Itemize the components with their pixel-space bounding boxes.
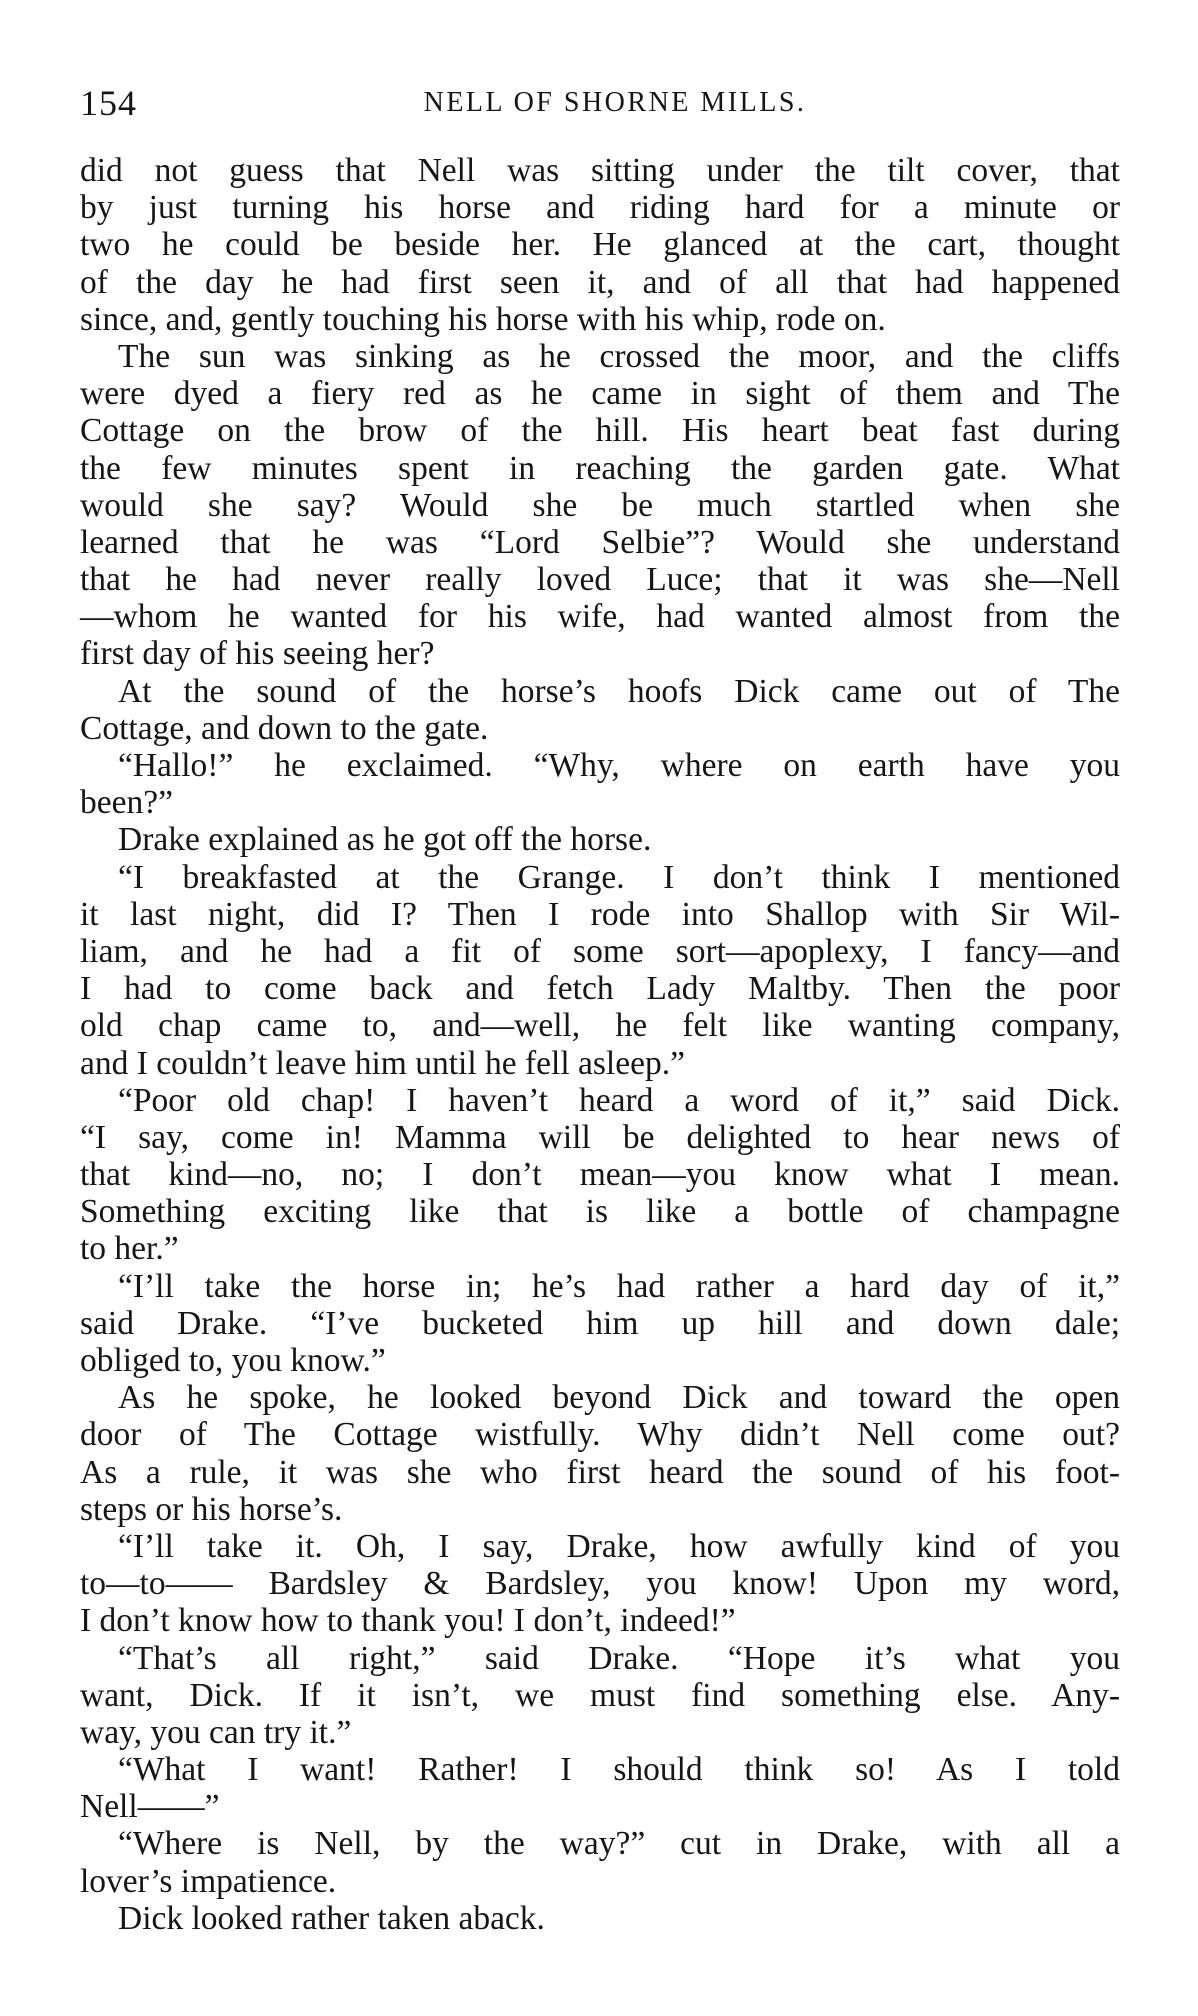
text-line: of the day he had first seen it, and of all that had happened: [80, 263, 1120, 301]
paragraph: [80, 152, 1120, 338]
text-line: door of The Cottage wistfully. Why didn’t Nell come out?: [80, 1416, 1120, 1454]
text-line: “I breakfasted at the Grange. I don’t think I mentioned: [118, 858, 1120, 896]
text-line: and I couldn’t leave him until he fell asleep.”: [80, 1044, 685, 1082]
paragraph: [80, 1900, 1120, 1937]
paragraph: [80, 1640, 1120, 1752]
text-line: the few minutes spent in reaching the garden gate. What: [80, 449, 1120, 487]
text-line: first day of his seeing her?: [80, 635, 435, 673]
text-line: Dick looked rather taken aback.: [118, 1899, 545, 1937]
text-line: “Where is Nell, by the way?” cut in Drake, with all a: [118, 1825, 1120, 1863]
text-line: steps or his horse’s.: [80, 1490, 343, 1528]
text-line: Something exciting like that is like a bottle of champagne: [80, 1193, 1120, 1231]
text-line: learned that he was “Lord Selbie”? Would she understand: [80, 523, 1120, 561]
text-line: “That’s all right,” said Drake. “Hope it’s what you: [118, 1639, 1120, 1677]
paragraph: [80, 747, 1120, 821]
text-line: At the sound of the horse’s hoofs Dick came out of The: [118, 672, 1120, 710]
text-line: The sun was sinking as he crossed the moor, and the cliffs: [118, 337, 1120, 375]
text-line: Drake explained as he got off the horse.: [118, 821, 652, 859]
text-line: liam, and he had a fit of some sort—apoplexy, I fancy—and: [80, 932, 1120, 970]
text-line: it last night, did I? Then I rode into Shallop with Sir Wil-: [80, 895, 1120, 933]
text-line: that kind—no, no; I don’t mean—you know what I mean.: [80, 1156, 1120, 1194]
text-line: “I’ll take it. Oh, I say, Drake, how awfully kind of you: [118, 1527, 1120, 1565]
text-line: said Drake. “I’ve bucketed him up hill and down dale;: [80, 1304, 1120, 1342]
paragraph: [80, 1528, 1120, 1640]
text-line: by just turning his horse and riding hard for a minute or: [80, 189, 1120, 227]
text-line: obliged to, you know.”: [80, 1342, 386, 1379]
paragraph: [80, 1825, 1120, 1899]
text-line: way, you can try it.”: [80, 1713, 352, 1751]
paragraph: [80, 1379, 1120, 1528]
text-line: since, and, gently touching his horse with his whip, rode on.: [80, 300, 886, 338]
paragraph: [80, 859, 1120, 1082]
text-line: “I say, come in! Mamma will be delighted to hear news of: [80, 1118, 1120, 1156]
text-line: As he spoke, he looked beyond Dick and toward the open: [118, 1379, 1120, 1417]
text-line: want, Dick. If it isn’t, we must find something else. Any-: [80, 1676, 1120, 1714]
page-number: 154: [80, 83, 137, 123]
text-line: “Hallo!” he exclaimed. “Why, where on earth have you: [118, 747, 1120, 784]
paragraph: [80, 1082, 1120, 1268]
text-line: to her.”: [80, 1230, 179, 1268]
paragraph: [80, 821, 1120, 858]
text-line: As a rule, it was she who first heard the sound of his foot-: [80, 1453, 1120, 1491]
text-line: that he had never really loved Luce; that it was she—Nell: [80, 561, 1120, 599]
text-line: Cottage on the brow of the hill. His heart beat fast during: [80, 412, 1120, 450]
running-title: NELL OF SHORNE MILLS.: [423, 87, 807, 118]
text-line: lover’s impatience.: [80, 1862, 337, 1900]
text-line: —whom he wanted for his wife, had wanted almost from the: [80, 598, 1120, 636]
body-text: [80, 152, 1120, 1937]
text-line: been?”: [80, 784, 173, 822]
text-line: Nell——”: [80, 1788, 220, 1826]
text-line: did not guess that Nell was sitting under the tilt cover, that: [80, 152, 1120, 189]
text-line: “What I want! Rather! I should think so! As I told: [118, 1751, 1120, 1789]
text-line: I don’t know how to thank you! I don’t, indeed!”: [80, 1602, 736, 1640]
text-line: “I’ll take the horse in; he’s had rather a hard day of it,”: [118, 1267, 1120, 1305]
paragraph: [80, 1751, 1120, 1825]
text-line: to—to—— Bardsley & Bardsley, you know! Upon my word,: [80, 1565, 1120, 1603]
text-line: old chap came to, and—well, he felt like wanting company,: [80, 1007, 1120, 1045]
text-line: would she say? Would she be much startled when she: [80, 486, 1120, 524]
running-head: [80, 78, 1120, 128]
text-line: Cottage, and down to the gate.: [80, 709, 489, 747]
paragraph: [80, 673, 1120, 747]
paragraph: [80, 338, 1120, 673]
paragraph: [80, 1268, 1120, 1380]
text-line: I had to come back and fetch Lady Maltby. Then the poor: [80, 970, 1120, 1008]
text-line: “Poor old chap! I haven’t heard a word of it,” said Dick.: [118, 1081, 1120, 1119]
text-line: two he could be beside her. He glanced at the cart, thought: [80, 226, 1120, 264]
text-line: were dyed a fiery red as he came in sight of them and The: [80, 375, 1120, 413]
